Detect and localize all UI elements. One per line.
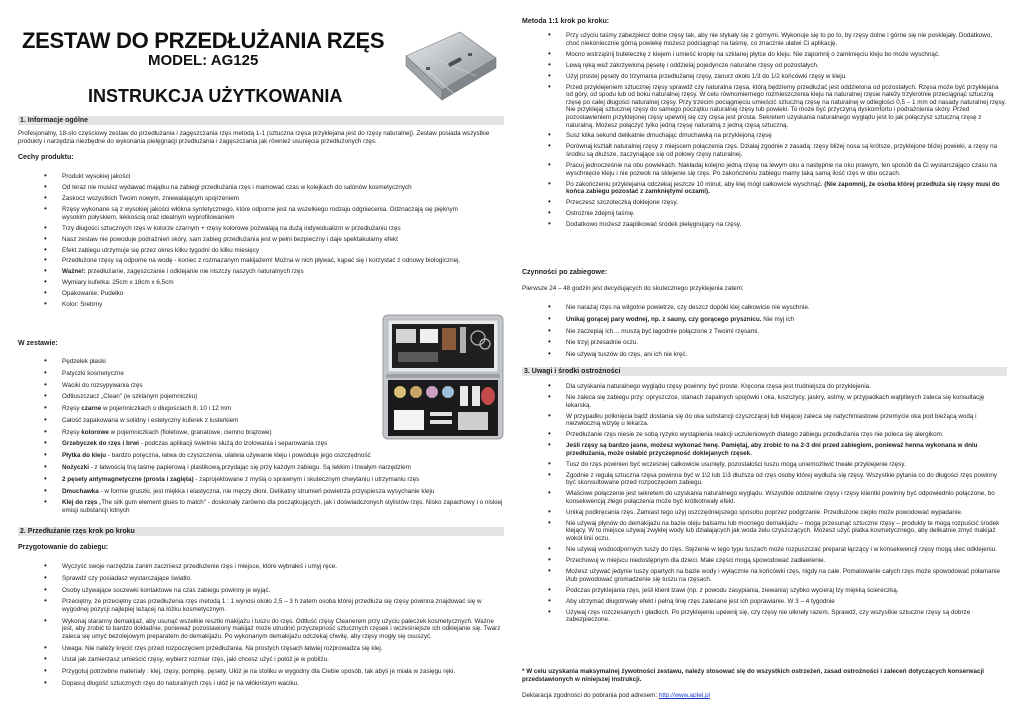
- list-item: • Nie zaczepiaj ich… muszą być łagodnie połączone z Twoimi rzęsami.: [522, 328, 1007, 336]
- precautions-list: [522, 383, 1007, 627]
- list-item: • Susz kilka sekund delikatnie dmuchając dmuchawką na przyklejoną rzęsę: [522, 132, 1007, 140]
- list-item: • Dodatkowo możesz zaaplikować środek pielęgnujący na rzęsy.: [522, 221, 1007, 229]
- list-item: • Użyj prostej pęsety do trzymania przedłużanej rzęsy, zanurz około 1/3 do 1/2 końcówki rzęsy w kleju.: [522, 73, 1007, 81]
- list-item: • Dla uzyskania naturalnego wyglądu rzęsy powinny być proste. Kręcona rzęsa jest trudniejsza do przyklejenia.: [522, 383, 1007, 391]
- list-item: • Przeciętny, że przeciętny czas przedłużenia rzęs metodą 1 : 1 wynosi około 2,5 – 3 h zatem osoba której przedłuża się rzęsy powinna znajdować się w wygodnej pozycji najlepiej leżącej na łóżku kosmetycznym.: [18, 598, 504, 613]
- list-item: • Dmuchawka - w formie gruszki, jest miękka i elastyczna, nie męczy dłoni. Delikatny strumień powietrza przyspiesza wysychanie kleju: [18, 488, 504, 496]
- list-item: • Wykonaj staranny demakijaż, aby usunąć wszelkie resztki makijażu i tuszu do rzęs. Odtłuść rzęsy Cleanerem przy użyciu pałeczek kosmetycznych. Ważne jest, aby zrobić to bardzo dokładnie, ponieważ pozostawiony makijaż może utrudnić przyczepność sztucznych rzęsek i wcześniejsze ich odklejanie się. Twarz zaleca się umyć bezolejowym preparatem do demakijażu. Po wykonanym demakijażu odczekaj chwilę, aby rzęsy mogły się osuszyć.: [18, 618, 504, 641]
- prep-list: [18, 563, 504, 692]
- list-item: • Unikaj gorącej pary wodnej, np. z sauny, czy gorącego prysznicu. Nie myj ich: [522, 316, 1007, 324]
- prep-heading: Przygotowanie do zabiegu:: [18, 544, 109, 551]
- list-item: • Nie narażaj rzęs na wilgotne powietrze, czy deszcz dopóki klej całkowicie nie wyschnie.: [522, 304, 1007, 312]
- list-item: • W przypadku polknięcia bądź dostania się do oka substancji czyszczącej lub klejącej zaleca się natychmiastowe przemycie oka pod bieżącą wodą i niezwłoczną wizytę u lekarza.: [522, 413, 1007, 428]
- list-item: • Odtłuszczacz „Clean" (w szklanym pojemniczku): [18, 393, 504, 401]
- list-item: • Nie używaj wodoodpornych tuszy do rzęs. Stężenie w tego typu tuszach może rozpuszczać preparat łączący i w konsekwencji rzęsy mogą ulec odklejeniu.: [522, 546, 1007, 554]
- after-list: [522, 304, 1007, 363]
- list-item: • Zaskocz wszystkich Twoim nowym, zniewalającym spojrzeniem: [18, 195, 468, 203]
- model-label: MODEL: AG125: [148, 52, 259, 69]
- list-item: • Ważne!: przedłużanie, zagęszczanie i odklejanie nie niszczy naszych naturalnych rzęs: [18, 268, 468, 276]
- list-item: • Porównaj kształt naturalnej rzęsy z miejscem połączenia rzęs. Działaj zgodnie z zasadą: rzęsy bliżej nosa są krótsze, przyklejone bliżej powieki, a rzęsy na środku są dłuższe, zaczynające się od połowy rzęsy naturalnej.: [522, 143, 1007, 158]
- list-item: • Przechowuj w miejscu niedostępnym dla dzieci. Małe części mogą spowodować zadławienie.: [522, 557, 1007, 565]
- list-item: • Właściwe połączenie jest sekretem do uzyskania naturalnego wyglądu. Wszystkie oddzielne rzęsy i rzęsy klientki powinny być odpowiednio połączone, bo konsekwencją złego połączenia może być krótkotrwały efekt.: [522, 490, 1007, 505]
- list-item: • Rzęsy czarne w pojemniczkach o długościach 8, 10 i 12 mm: [18, 405, 504, 413]
- list-item: • Ustal jak zamierzasz umieścić rzęsy, wybierz rozmiar rzęs, jaki chcesz użyć i połóż je w pobliżu.: [18, 656, 504, 664]
- list-item: • Jeśli rzęsy są bardzo jasne, możesz wykonać henę. Pamiętaj, aby zrobić to na 2-3 dni przed zabiegiem, ponieważ henna wykonana w dniu przedłużania, może osłabić przyczepność doklejanych rzęsek.: [522, 442, 1007, 457]
- list-item: • Rzęsy kolorowe w pojemniczkach (fioletowe, granatowe, ciemno brązowe): [18, 429, 504, 437]
- contents-list: [18, 358, 504, 519]
- list-item: • Nie używaj tuszów do rzęs, ani ich nie kręć.: [522, 351, 1007, 359]
- maintenance-footnote: * W celu uzyskania maksymalnej żywotności zestawu, należy stosować się do wszystkich ostrzeżeń, zasad ostrożności i zaleceń dotyczących konserwacji przedstawionych w niniejszej instrukcji.: [522, 668, 984, 683]
- list-item: • Przedłużone rzęsy są odporne na wodę - koniec z rozmazanym makijażem! Można w nich pływać, kąpać się i korzystać z odnowy biologicznej.: [18, 257, 468, 265]
- declaration-line: Deklaracja zgodności do pobrania pod adresem: http://www.aptel.pl: [522, 692, 710, 699]
- declaration-link[interactable]: http://www.aptel.pl: [658, 692, 710, 699]
- contents-heading: W zestawie:: [18, 340, 58, 347]
- list-item: • Podczas przyklejania rzęs, jeśli klient łzawi (np. z powodu zasypiania, ziewania) szybko wycieraj łzy miękką ściereczką.: [522, 587, 1007, 595]
- list-item: • Produkt wysokiej jakości: [18, 173, 468, 181]
- list-item: • Pędzelek płaski: [18, 358, 504, 366]
- list-item: • Trzy długości sztucznych rzęs w kolorze czarnym + rzęsy kolorowe pozwalają na dużą indywidualizm w przedłużaniu rzęs: [18, 225, 468, 233]
- intro-paragraph: Profesjonalny, 18-sto częściowy zestaw do przedłużania i zagęszczania rzęs metodą 1-1 (sztuczna rzęsa przyklejana jest do rzęsy naturalnej). Zestaw posiada wszystkie produkty i narzędzia niezbędne do wykonania pielęgnacji przedłużania i zagęszczania jak również usunięcia przedłużonych rzęs.: [18, 130, 490, 145]
- list-item: • Aby utrzymać długotrwały efekt i pełną linię rzęs zalecane jest ich poprawianie. W 3 – 4 tygodnie: [522, 598, 1007, 606]
- section-3-header: 3. Uwagi i środki ostrożności: [522, 367, 1007, 376]
- list-item: • Klej do rzęs „The silk gum element glues to match" - doskonały zarówno dla początkujących, jak i doświadczonych stylistów rzęs. Nisko zapachowy i o niskiej emisji substancji lotnych: [18, 499, 504, 514]
- list-item: • Tusz do rzęs powinien być wcześniej całkowicie usunięty, pozostałości tuszu mogą uniemożliwić trwałe przyklejenie rzęsy.: [522, 461, 1007, 469]
- list-item: • Przy użyciu taśmy zabezpiecz dolne rzęsy tak, aby nie stykały się z górnymi. Wykonuje się to po to, by rzęsy dolne i górne się nie posklejały. Dodatkowo, choć niekoniecznie górną powiekę możesz podciągnąć na taśmę, co znacznie ułatwi Ci aplikację.: [522, 32, 1007, 47]
- list-item: • Przedłużanie rzęs niesie ze sobą ryzyko wystąpienia reakcji uczuleniowych dlatego zabiegu przedłużania rzęs nie poleca się alergikom.: [522, 431, 1007, 439]
- section-2-header: 2. Przedłużanie rzęs krok po kroku: [18, 527, 504, 536]
- list-item: • Od teraz nie musisz wydawać majątku na zabiegi przedłużania rzęs i mamować czas w kolejkach do salonów kosmetycznych: [18, 184, 468, 192]
- list-item: • Uwaga: Nie należy kręcić rzęs przed rozpoczęciem przedłużania. Na prostych rzęsach łatwiej rozprowadza się klej.: [18, 645, 504, 653]
- list-item: • Przed przyklejeniem sztucznej rzęsy sprawdź czy naturalna rzęsa, którą będziemy przedłużać jest oddzielona od pozostałych. Rzęsa może być przyklejana od góry, od spodu lub od boku naturalnej rzęsy. W celu równomiernego rozmieszczenia kleju na naturalnej rzęsie należy trzykrotnie przeciągnąć sztuczną rzęsę po całej długości naturalnej rzęsy. Przy trzecim pociągnięciu umieścić sztuczną rzęsę na naturalnej w odległości 0,5 – 1 mm od nasady naturalnej rzęsy. Nie przyklejaj sztucznej rzęsy do samego początku naturalnej rzęsy lub powieki. To może być przyczyną dyskomfortu i podrażnienia skóry. Przed pozostawieniem przyklejonej rzęsy upewnij się czy rzęsa jest prosta. Sekretem uzyskania naturalnego wyglądu jest to jak połączysz sztuczną rzęsę z naturalną. Możesz połączyć tylko jedną rzęsę naturalną z jedną rzęsą sztuczną.: [522, 84, 1007, 130]
- list-item: • Osoby używające soczewki kontaktowe na czas zabiegu powinny je wyjąć.: [18, 587, 504, 595]
- list-item: • Rzęsy wykonane są z wysokiej jakości włókna syntetycznego, które odporne jest na wszelkiego rodzaju odgniecenia. Odznaczają się pięknym wysokim połyskiem, lekkością oraz idealnym wyprofilowaniem: [18, 206, 468, 221]
- list-item: • Lewą ręką weź zakrzywioną pęsetę i oddzielaj pojedyncze naturalne rzęsy od pozostałych.: [522, 62, 1007, 70]
- list-item: • Możesz używać jedynie tuszy opartych na bazie wody i wyłącznie na końcówki rzęs, nigdy na całe. Pomalowanie całych rzęs może spowodować połamanie i/lub powodować gromadzenie się tuszu na rzęsach.: [522, 568, 1007, 583]
- features-heading: Cechy produktu:: [18, 154, 74, 161]
- list-item: • Patyczki kosmetyczne: [18, 370, 504, 378]
- list-item: • Przygotuj potrzebne materiały : klej, rzęsy, pompkę, pęsety. Ułóż je na stoliku w wygodny dla Ciebie sposób, tak abyś je miała w zasięgu ręki.: [18, 668, 504, 676]
- list-item: • Ostrożnie zdejmij taśmę.: [522, 210, 1007, 218]
- list-item: • Dopasuj długość sztucznych rzęs do naturalnych rzęs i ułóż je na włóknistym waciku.: [18, 680, 504, 688]
- list-item: • Zgodnie z regułą sztuczna rzęsa powinna być w 1\2 lub 1\3 dłuższa od rzęs osoby której wydłuża się rzęsy. Wszystkie pytania co do długości rzęs powinny być skonsultowane przed rozpoczęciem zabiegu.: [522, 472, 1007, 487]
- document-title: ZESTAW DO PRZEDŁUŻANIA RZĘS: [22, 28, 385, 53]
- instructions-heading: INSTRUKCJA UŻYTKOWANIA: [88, 86, 343, 106]
- method-steps: [522, 32, 1007, 232]
- list-item: • Unikaj podkręcania rzęs. Zamiast tego użyj oszczędniejszego sposobu poprzez podgrzanie. Przedłużone ciepło może powodować wypadanie.: [522, 509, 1007, 517]
- features-list: [18, 173, 468, 312]
- case-closed-photo: [396, 22, 504, 106]
- list-item: • Wymiary kuferka: 25cm x 18cm x 6,5cm: [18, 279, 468, 287]
- after-intro: Pierwsze 24 – 48 godzin jest decydujących do skutecznego przyklejenia zatem:: [522, 285, 744, 292]
- list-item: • Mocno wstrząśnij buteleczkę z klejem i umieść kroplę na szklanej płytce do kleju. Nie zapomnij o zamknięciu kleju bo może wyschnąć.: [522, 51, 1007, 59]
- list-item: • Grzebyczek do rzęs i brwi - podczas aplikacji świetnie służą do izolowania i separowania rzęs: [18, 440, 504, 448]
- after-heading: Czynności po zabiegowe:: [522, 269, 608, 276]
- list-item: • Przeczesz szczoteczką doklejone rzęsy.: [522, 199, 1007, 207]
- list-item: • Pracuj jednocześnie na obu powiekach. Nakładaj kolejno jedną rzęsę na lewym oku a następnie na oku prawym, ten sposób da Ci wystarczająco czasu na wyschnięcie kleju i nie pozwoli na sklejenie się rzęs. Po zakończeniu zabiegu mamy taką samą ilość rzęs w obu oczach.: [522, 162, 1007, 177]
- list-item: • Nożyczki - z łatwością tną taśmę papierową i plastikową,przydając się przy każdym zabiegu. Są lekkim i trwałym narzędziem: [18, 464, 504, 472]
- list-item: • Opakowanie: Pudełko: [18, 290, 468, 298]
- method-heading: Metoda 1:1 krok po kroku:: [522, 18, 610, 25]
- section-1-header: 1. Informacje ogólne: [18, 116, 504, 125]
- list-item: • Całość zapakowana w solidny i estetyczny kuferek z lusterkiem: [18, 417, 504, 425]
- list-item: • Używaj rzęs rozczesanych i gładkich. Po przyklejeniu upewnij się, czy rzęsy nie ułkneły razem. Sprawdź, czy wszystkie sztuczne rzęsy są dobrze zabezpieczone.: [522, 609, 1007, 624]
- list-item: • Nie zaleca się zabiegu przy: opryszczce, stanach zapalnych spojówki i oka, łuszczycy, jaskry, astmy, w przypadkach wątpliwych zaleca się konsultację lekarską.: [522, 394, 1007, 409]
- list-item: • Sprawdź czy posiadasz wystarczające światło.: [18, 575, 504, 583]
- list-item: • Waciki do rozsypywania rzęs: [18, 382, 504, 390]
- list-item: • Nie używaj płynów do demakijażu na bazie oleju balsamu lub mocnego demakijażu – mogą przesunąć sztuczne rzęsy – produkty te mogą rozpuścić środek klejący. W to miejsce używaj zwykłej wody lub działających jak woda żelu czyszczących. Możesz użyć płatka kosmetycznego, aby delikatnie zmyć makijaż wokół linii oczu.: [522, 520, 1007, 543]
- list-item: • Po zakończeniu przyklejania odczekaj jeszcze 10 minut, aby klej mógł całkowicie wyschnąć. (Nie zapomnij, że osoba której przedłuża się rzęsy musi do końca zabiegu pozostać z zamkniętymi oczami).: [522, 181, 1007, 196]
- list-item: • Wyczyść swoje narzędzia zanim zaczniesz przedłużenie rzęs i miejsce, które wybrałeś i umyj ręce.: [18, 563, 504, 571]
- list-item: • Nasz zestaw nie powoduje podrażnień skóry, sam zabieg przedłużania jest w pełni bezpieczny i daje spektakularny efekt: [18, 236, 468, 244]
- list-item: • 2 pęsety antymagnetyczne (prosta i zagięta) - zaprojektowane z myślą o sprawnym i skutecznym chwytaniu i utrzymaniu rzęs: [18, 476, 504, 484]
- list-item: • Kolor: Srebrny: [18, 301, 468, 309]
- list-item: • Efekt zabiegu utrzymuje się przez okres kilku tygodni do kilku miesięcy: [18, 247, 468, 255]
- list-item: • Płytka do kleju - bardzo poręczna, łatwa do czyszczenia, ułatwia używanie kleju i powoduje jego oszczędność: [18, 452, 504, 460]
- list-item: • Nie trzyj przesadnie oczu.: [522, 339, 1007, 347]
